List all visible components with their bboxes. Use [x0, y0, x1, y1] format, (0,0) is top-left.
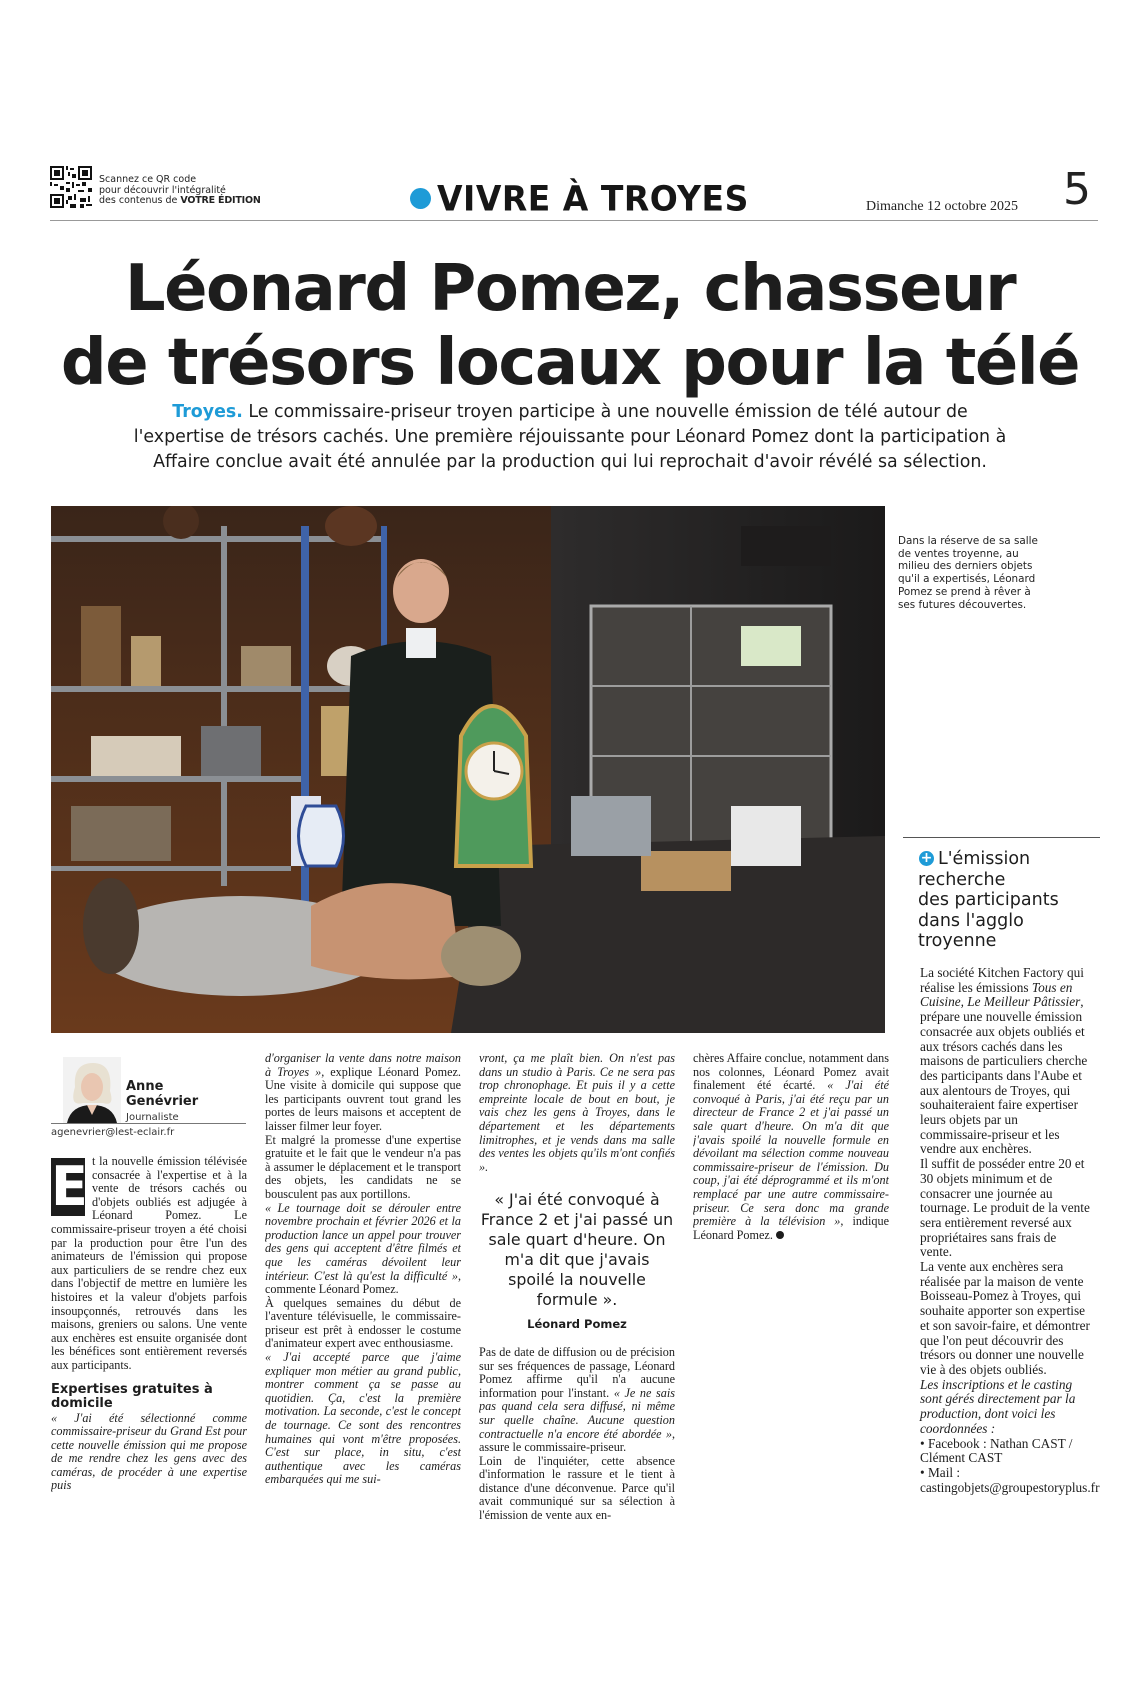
sidebar-title: [918, 849, 1088, 952]
edition-brand: VOTRE ÉDITION: [180, 195, 261, 206]
article-paragraph: « Le tournage doit se dérouler entre novembre prochain et février 2026 et la production lance un appel pour trouver des gens qui acceptent d'être filmés et que les caméras dévoilent leur intérieur. C'est là qu'est la difficulté », commente Léonard Pomez.: [265, 1200, 461, 1297]
article-lede: [130, 400, 1010, 475]
author-email[interactable]: agenevrier@lest-eclair.fr: [51, 1127, 175, 1138]
article-paragraph: « J'ai été sélectionné comme commissaire-priseur du Grand Est pour cette nouvelle émission qui me propose de me rendre chez les gens avec des caméras, de procéder à une expertise puis: [51, 1410, 247, 1493]
sidebar-title-line: dans l'agglo: [918, 910, 1024, 931]
header-divider: [50, 220, 1098, 221]
plus-circle-icon: +: [920, 850, 933, 866]
article-paragraph: t la nouvelle émission télévisée consacrée à l'expertise et à la vente de trésors cachés ou d'objets oubliés est adjugée à Léonard Pomez. Le commissaire-priseur troyen a été choisi par la production pour être l'un des animateurs de l'émission qui propose aux particuliers de se rendre chez eux dans l'objectif de mettre en lumière les histoires et la valeur d'objets parfois insoupçonnés, retrouvés dans les maisons, greniers ou salons. Une vente aux enchères est ensuite organisée dont les bénéfices sont entièrement reversés aux participants.: [51, 1155, 247, 1372]
photo-caption: Dans la réserve de sa salle de ventes troyenne, au milieu des derniers objets qu'il a expertisés, Léonard Pomez se prend à rêver à ses futures découvertes.: [898, 535, 1038, 611]
author-avatar: [63, 1057, 121, 1123]
article-photo: [51, 506, 885, 1033]
pull-quote-author: Léonard Pomez: [527, 1317, 627, 1332]
lede-text: Le commissaire-priseur troyen participe à une nouvelle émission de télé autour de l'expertise de trésors cachés. Une première réjouissante pour Léonard Pomez dont la participation à Affaire conclue avait été annulée par la production qui lui reprochait d'avoir révélé sa sélection.: [133, 402, 1007, 472]
qr-caption-line: Scannez ce QR code: [99, 174, 197, 185]
section-rubric: [410, 178, 749, 218]
article-column-3: [479, 1052, 675, 1523]
article-column-4: [693, 1052, 889, 1242]
sidebar-title-line: des participants: [918, 890, 1059, 910]
sidebar-paragraph: Il suffit de posséder entre 20 et 30 objets minimum et de consacrer une journée au tournage. Le produit de la vente sera entièrement reversé aux propriétaires sans frais de vente.: [920, 1156, 1090, 1260]
article-paragraph: vront, ça me plaît bien. On n'est pas dans un studio à Paris. Ce ne sera pas trop chronophage. Et puis il y a cette empreinte locale de bout en bout, je vais chez les gens à Troyes, dans le département et les départements limitrophes, et je vends dans ma salle des ventes les objets qu'ils m'ont confiés ».: [479, 1052, 675, 1174]
qr-caption-line: des contenus de VOTRE ÉDITION: [99, 195, 261, 206]
sidebar-paragraph: Les inscriptions et le casting sont gérés directement par la production, dont voici les coordonnées :: [920, 1376, 1076, 1436]
author-name: [126, 1080, 198, 1109]
article-paragraph: Pas de date de diffusion ou de précision sur ses fréquences de passage, Léonard Pomez affirme qu'il n'a aucune information pour l'instant. « Je ne sais pas quand cela sera diffusé, ni même sur quelle chaîne. Aucune question contractuelle n'a encore été abordée », assure le commissaire-priseur.: [479, 1344, 675, 1455]
page-number: 5: [1063, 164, 1091, 215]
sidebar-title-line: L'émission: [938, 849, 1031, 869]
article-headline: [0, 252, 1140, 400]
article-column-1: [51, 1155, 247, 1493]
rubric-title: VIVRE À TROYES: [437, 177, 749, 219]
qr-caption: [99, 175, 261, 207]
author-last-name: Genévrier: [126, 1093, 199, 1109]
dropcap: E: [51, 1155, 88, 1218]
article-subhead: Expertises gratuites à domicile: [51, 1381, 213, 1411]
sidebar-mail: • Mail : castingobjets@groupestoryplus.fr: [920, 1464, 1100, 1495]
sidebar-title-line: recherche: [918, 869, 1006, 890]
rubric-dot-icon: [410, 188, 431, 209]
issue-date: Dimanche 12 octobre 2025: [866, 199, 1019, 214]
article-paragraph: À quelques semaines du début de l'aventure télévisuelle, le commissaire-priseur est prêt à endosser le costume d'animateur expert avec enthousiasme.: [265, 1295, 461, 1351]
author-role: Journaliste: [126, 1112, 179, 1123]
article-paragraph: Et malgré la promesse d'une expertise gratuite et le fait que le vendeur n'a pas à assumer le déplacement et le transport des objets, les candidats ne se bousculent pas aux portillons.: [265, 1132, 461, 1201]
end-mark-icon: [776, 1231, 784, 1239]
qr-caption-line: pour découvrir l'intégralité: [99, 184, 226, 196]
qr-code-icon[interactable]: [50, 166, 92, 208]
author-divider: [51, 1123, 246, 1124]
article-column-2: [265, 1052, 461, 1487]
author-first-name: Anne: [126, 1079, 164, 1094]
article-paragraph: Loin de l'inquiéter, cette absence d'information le rassure et le tient à distance d'une déconvenue. Parce qu'il avait communiqué sur sa sélection à l'émission de vente aux en-: [479, 1453, 675, 1523]
article-paragraph: chères Affaire conclue, notamment dans nos colonnes, Léonard Pomez avait finalement été écarté. « J'ai été convoqué à Paris, j'ai été reçu par un directeur de France 2 et j'ai passé un sale quart d'heure. On m'a dit que j'avais spoilé la nouvelle formule en dévoilant ma sélection comme nouveau commissaire-priseur de l'émission. Du coup, j'ai été déprogrammé et ils m'ont remplacé par une autre commissaire-priseur. Ce sera donc ma grande première à la télévision », indique Léonard Pomez.: [693, 1052, 889, 1242]
sidebar-paragraph: La société Kitchen Factory qui réalise les émissions Tous en Cuisine, Le Meilleur Pâtissier, prépare une nouvelle émission consacrée aux objets oubliés et aux trésors cachés dans les maisons de particuliers cherche des participants dans l'Aube et aux alentours de Troyes, qui souhaiteraient faire expertiser leurs objets par un commissaire-priseur et les vendre aux enchères.: [920, 965, 1088, 1157]
sidebar-title-line: troyenne: [918, 931, 997, 951]
headline-line: de trésors locaux pour la télé: [60, 326, 1080, 400]
lede-location: Troyes.: [172, 402, 243, 422]
headline-line: Léonard Pomez, chasseur: [124, 252, 1016, 326]
sidebar-paragraph: La vente aux enchères sera réalisée par la maison de vente Boisseau-Pomez à Troyes, qui souhaite apporter son expertise et son savoir-faire, et démontrer que l'on peut découvrir des trésors ou donner une nouvelle vie à des objets oubliés.: [920, 1259, 1090, 1377]
sidebar-divider: [903, 837, 1100, 838]
article-paragraph: « J'ai accepté parce que j'aime expliquer mon métier au grand public, montrer comment ça se passe au quotidien. Ça, c'est la première motivation. La seconde, c'est le concept de tournage. Ce sont des rencontres humaines qui vont m'être proposées. C'est sur place, in situ, c'est authentique avec les caméras embarquées qui me sui-: [265, 1350, 461, 1487]
sidebar-body: [920, 965, 1100, 1495]
article-paragraph: d'organiser la vente dans notre maison à Troyes », explique Léonard Pomez. Une visite à domicile qui suppose que les participants ouvrent tout grand les portes de leurs maisons et acceptent de laisser filmer leur foyer.: [265, 1052, 461, 1133]
sidebar-facebook: • Facebook : Nathan CAST / Clément CAST: [920, 1435, 1073, 1466]
pull-quote: « J'ai été convoqué à France 2 et j'ai passé un sale quart d'heure. On m'a dit que j'avais spoilé la nouvelle formule ».: [480, 1190, 674, 1310]
